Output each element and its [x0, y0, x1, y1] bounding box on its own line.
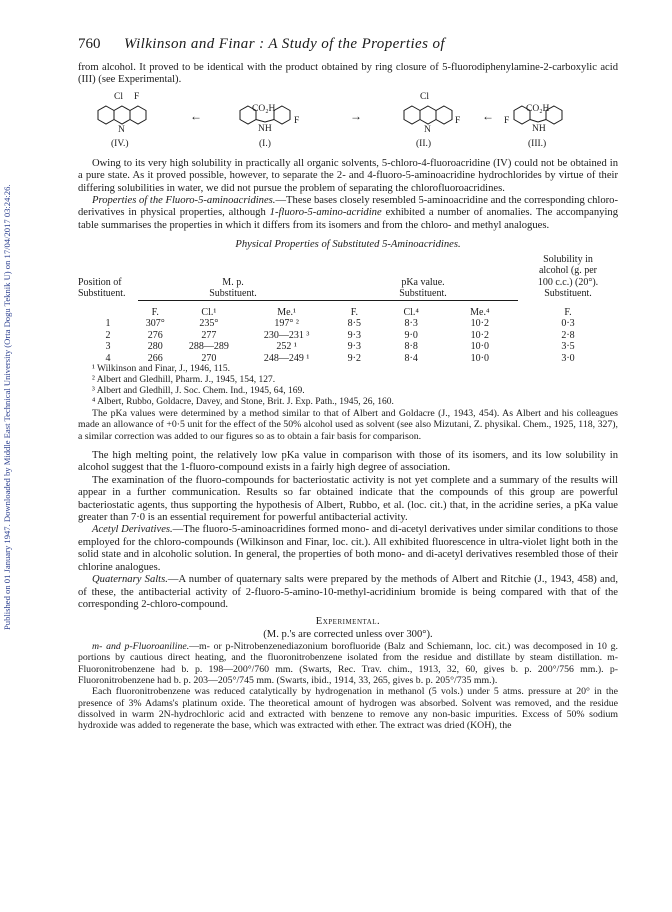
section-heading-acetyl: Acetyl Derivatives.: [92, 524, 173, 536]
table-row: 4 266 270 248—249 ¹ 9·2 8·4 10·0 3·0: [105, 352, 575, 364]
section-heading-quaternary: Quaternary Salts.: [92, 574, 168, 586]
structure-iv: [98, 106, 146, 124]
experimental-heading: Experimental.: [315, 616, 381, 628]
paragraph-reduction: Each fluoronitrobenzene was reduced catalytically by hydrogenation in methanol (5 vols.) under 5 atms. pressure at 20° in the presence of 3% Adams's platinum oxide. The theoretical amount of hydrogen was absorbed. Solvent was removed, and the residue dissolved in warm 2N-hydrochloric acid and extracted with benzene to remove any non-basic impurities. Excess of 50% sodium hydroxide was added to regenerate the base, which was extracted with ether. The extract was dried (KOH), the: [78, 686, 618, 732]
table-row: 2 276 277 230—231 ³ 9·3 9·0 10·2 2·8: [105, 329, 575, 341]
paragraph-association: The high melting point, the relatively low pKa value in comparison with those of its isomers, and its low solubility in alcohol suggest that the 1-fluoro-compound exists in a fairly high degree of association.: [78, 450, 618, 474]
intro-text: from alcohol. It proved to be identical with the product obtained by ring closure of 5-fluorodiphenylamine-2-carboxylic acid (III) (see Experimental).: [78, 62, 618, 86]
col-head-solubility: Solubility in alcohol (g. per 100 c.c.) (20°). Substituent.: [537, 253, 599, 300]
atom-co2h-iii: CO₂H: [526, 103, 550, 114]
structure-scheme: [78, 90, 618, 152]
label-i: (I.): [259, 138, 271, 149]
sidebar-text[interactable]: Published on 01 January 1947. Downloaded by Middle East Technical University (Orta Dogu Teknik U) on 17/04/2017 03:24:26.: [2, 184, 12, 630]
paragraph-fluoroaniline: m- and p-Fluoroaniline.—m- or p-Nitrobenzenediazonium borofluoride (Balz and Schiemann, loc. cit.) was decomposed in 10 g. portions by cautious direct heating, and the fluoronitrobenzene isolated from the residue and distillate by steam distillation. m-Fluoronitrobenzene had b. p. 198—200°/760 mm. (Swarts, Rec. Trav. chim., 1913, 32, 60, gives b. p. 200°/756 mm.). p-Fluoronitrobenzene had b. p. 203—205°/745 mm. (Swarts, ibid., 1914, 33, 265, gives b. p. 205°/735 mm.).: [78, 641, 618, 687]
running-title: Wilkinson and Finar : A Study of the Properties of: [124, 36, 445, 52]
running-header: [78, 38, 618, 62]
page-number: 760: [78, 36, 101, 52]
arrow-3: ←: [482, 108, 494, 123]
atom-n-ii: N: [424, 124, 431, 135]
label-iv: (IV.): [111, 138, 129, 149]
chemical-structures-svg: [78, 90, 618, 152]
atom-n-iv: N: [118, 124, 125, 135]
atom-f-i: F: [294, 115, 300, 126]
paragraph-solubility: Owing to its very high solubility in practically all organic solvents, 5-chloro-4-fluoroacridine (IV) could not be obtained in a pure state. As it proved possible, however, to separate the 2- and 4-fluoro-5-aminoacridine hydrochlorides by virtue of their differing solubilities in water, we did not pursue the problem of separating the chlorofluoroacridines.: [78, 157, 618, 194]
table-note: The pKa values were determined by a method similar to that of Albert and Goldacre (J., 1943, 454). As Albert and his colleagues made an allowance of +0·5 unit for the effect of the 50% alcohol used as solvent (see also Mizutani, Z. physikal. Chem., 1925, 118, 327), a similar correction was added to our figures so as to obtain a fair basis for comparison.: [78, 408, 618, 442]
paragraph-properties: Properties of the Fluoro-5-aminoacridines.—These bases closely resembled 5-aminoacridine and the corresponding chloro-derivatives in physical properties, although 1-fluoro-5-amino-acridine exhibited a number of anomalies. The accompanying table summarises the properties in which it differs from its isomers and from the chloro- and methyl analogues.: [78, 195, 618, 231]
table-footnote: ⁴ Albert, Rubbo, Goldacre, Davey, and Stone, Brit. J. Exp. Path., 1945, 26, 160.: [92, 397, 394, 408]
page-content: [78, 38, 618, 732]
atom-f-iv: F: [134, 91, 140, 102]
table-row: 1 307° 235° 197° ² 8·5 8·3 10·2 0·3: [105, 318, 575, 330]
label-iii: (III.): [528, 138, 547, 149]
properties-table: [78, 254, 618, 365]
atom-f-ii: F: [455, 115, 461, 126]
structure-ii: [404, 106, 452, 124]
atom-co2h-i: CO₂H: [252, 103, 276, 114]
arrow-1: ←: [190, 108, 202, 123]
section-heading-properties: Properties of the Fluoro-5-aminoacridines.: [92, 195, 276, 207]
atom-cl-iv: Cl: [114, 91, 123, 102]
table-footnote: ³ Albert and Gledhill, J. Soc. Chem. Ind., 1945, 64, 169.: [92, 386, 305, 397]
label-ii: (II.): [416, 138, 432, 149]
section-heading-fluoroaniline: m- and p-Fluoroaniline.: [92, 641, 190, 653]
table-row: 3 280 288—289 252 ¹ 9·3 8·8 10·0 3·5: [105, 341, 575, 353]
atom-f-iii: F: [504, 115, 510, 126]
col-head-position: Position of Substituent.: [78, 276, 126, 300]
arrow-2: →: [350, 108, 362, 123]
table-footnote: ¹ Wilkinson and Finar, J., 1946, 115.: [92, 364, 230, 375]
paragraph-quaternary: Quaternary Salts.—A number of quaternary salts were prepared by the methods of Albert and Ritchie (J., 1943, 458) and, of these, the antibacterial activity of 2-fluoro-5-amino-10-methyl-acridinium bromide is being compared with that of the corresponding 2-chloro-compound.: [78, 574, 618, 610]
table-subheader-row: F. Cl.¹ Me.¹ F. Cl.⁴ Me.⁴ F.: [151, 306, 572, 318]
publication-sidebar: [2, 30, 18, 630]
paragraph-bacteriostatic: The examination of the fluoro-compounds for bacteriostatic activity is not yet complete and a summary of the results will appear in a further communication. Results so far obtained indicate that the compounds of this group are powerful bacteriostatic agents, thus supporting the hypothesis of Albert, Rubbo, et al. (loc. cit.) that, in the acridine series, a pKa value greater than 7·0 is an essential requirement for powerful antibacterial activity.: [78, 474, 618, 524]
atom-cl-ii: Cl: [420, 91, 429, 102]
col-head-pka: pKa value. Substituent.: [399, 276, 447, 300]
paragraph-acetyl: Acetyl Derivatives.—The fluoro-5-aminoacridines formed mono- and di-acetyl derivatives under similar conditions to those employed for the chloro-compounds (Wilkinson and Finar, loc. cit.). All exhibited fluorescence in ultra-violet light both in the solid state and in alcoholic solution. In general, the properties of both mono- and di-acetyl derivatives resembled those of their chlorine analogues.: [78, 524, 618, 573]
col-head-mp: M. p. Substituent.: [209, 276, 257, 300]
table-caption: Physical Properties of Substituted 5-Aminoacridines.: [235, 239, 461, 251]
experimental-note: (M. p.'s are corrected unless over 300°).: [263, 628, 433, 640]
table-footnote: ² Albert and Gledhill, Pharm. J., 1945, 154, 127.: [92, 375, 276, 386]
atom-nh-i: NH: [258, 123, 272, 134]
atom-nh-iii: NH: [532, 123, 546, 134]
